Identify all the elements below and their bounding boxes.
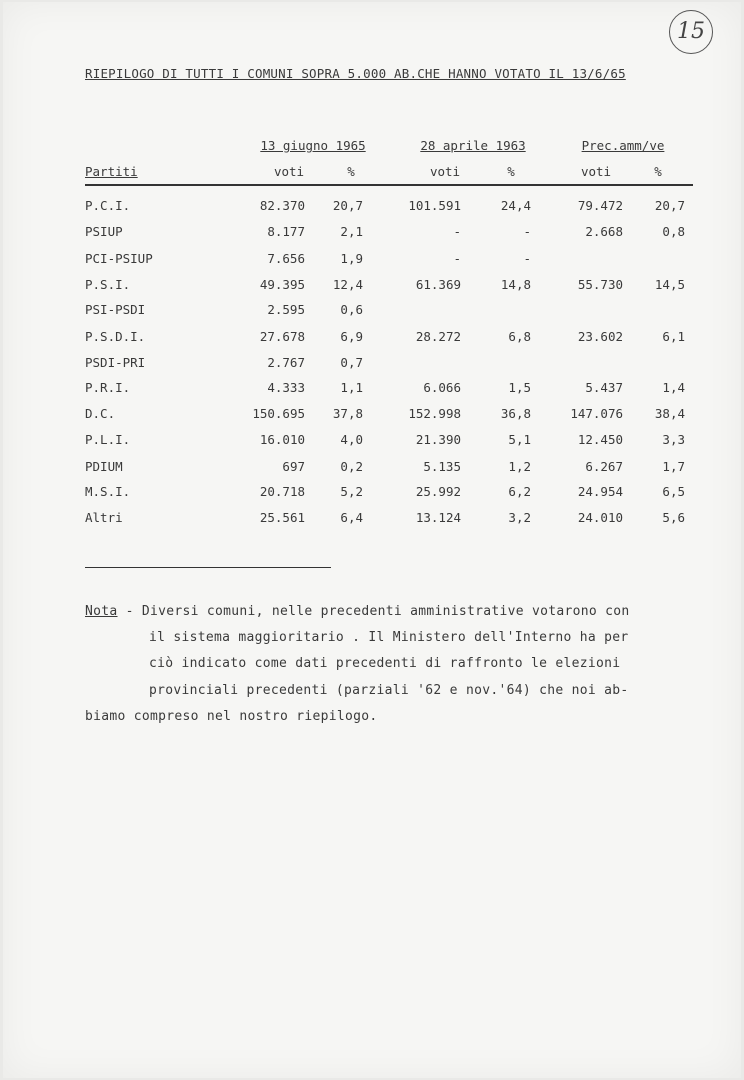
votes-1965: 7.656 xyxy=(267,251,305,266)
pct-1965: 20,7 xyxy=(332,198,363,213)
party-name: PSI-PSDI xyxy=(85,302,146,317)
pct-1965: 6,4 xyxy=(340,510,363,525)
pct-1965: 0,7 xyxy=(340,355,363,370)
pct-prec: 1,7 xyxy=(662,459,685,474)
pct-prec: 3,3 xyxy=(662,432,685,447)
sub-pct-1963: % xyxy=(507,164,515,179)
pct-1965: 37,8 xyxy=(332,406,363,421)
party-name: M.S.I. xyxy=(85,484,131,499)
pct-prec: 6,1 xyxy=(662,329,685,344)
votes-1965: 2.767 xyxy=(267,355,305,370)
party-name: D.C. xyxy=(85,406,116,421)
party-name: PDIUM xyxy=(85,459,123,474)
votes-1965: 27.678 xyxy=(259,329,305,344)
votes-prec: 55.730 xyxy=(577,277,623,292)
votes-1965: 150.695 xyxy=(252,406,305,421)
page-number: 15 xyxy=(669,10,713,54)
note-line-4: provinciali precedenti (parziali '62 e nov.'64) che noi ab- xyxy=(149,683,629,698)
votes-1963: 101.591 xyxy=(408,198,461,213)
votes-1963: 25.992 xyxy=(415,484,461,499)
party-name: PSDI-PRI xyxy=(85,355,146,370)
votes-prec: 79.472 xyxy=(577,198,623,213)
pct-1963: - xyxy=(523,251,531,266)
header-rule xyxy=(85,184,693,186)
votes-prec: 23.602 xyxy=(577,329,623,344)
party-name: P.R.I. xyxy=(85,380,131,395)
party-name: P.C.I. xyxy=(85,198,131,213)
sub-voti-1965: voti xyxy=(273,164,305,179)
group-header-prec: Prec.amm/ve xyxy=(581,138,665,153)
pct-prec: 6,5 xyxy=(662,484,685,499)
sub-voti-1963: voti xyxy=(429,164,461,179)
votes-1965: 49.395 xyxy=(259,277,305,292)
pct-1965: 0,2 xyxy=(340,459,363,474)
sub-pct-prec: % xyxy=(654,164,662,179)
votes-prec: 12.450 xyxy=(577,432,623,447)
note-line-5: biamo compreso nel nostro riepilogo. xyxy=(85,709,378,724)
pct-1963: 14,8 xyxy=(500,277,531,292)
party-name: PSIUP xyxy=(85,224,123,239)
votes-prec: 24.954 xyxy=(577,484,623,499)
party-name: PCI-PSIUP xyxy=(85,251,153,266)
votes-prec: 147.076 xyxy=(570,406,623,421)
party-name: P.L.I. xyxy=(85,432,131,447)
note-line-1: Nota - Diversi comuni, nelle precedenti amministrative votarono con xyxy=(85,604,630,619)
votes-1963: 28.272 xyxy=(415,329,461,344)
header-partiti: Partiti xyxy=(85,164,138,179)
votes-prec: 24.010 xyxy=(577,510,623,525)
votes-1963: 5.135 xyxy=(423,459,461,474)
votes-1963: 21.390 xyxy=(415,432,461,447)
group-header-1963: 28 aprile 1963 xyxy=(420,138,526,153)
sub-pct-1965: % xyxy=(347,164,355,179)
footnote-rule xyxy=(85,567,331,568)
pct-1965: 4,0 xyxy=(340,432,363,447)
pct-prec: 0,8 xyxy=(662,224,685,239)
votes-1965: 82.370 xyxy=(259,198,305,213)
votes-1965: 4.333 xyxy=(267,380,305,395)
note-line-3: ciò indicato come dati precedenti di raffronto le elezioni xyxy=(149,656,621,671)
pct-1965: 0,6 xyxy=(340,302,363,317)
pct-1965: 2,1 xyxy=(340,224,363,239)
pct-1963: 1,5 xyxy=(508,380,531,395)
pct-1963: 3,2 xyxy=(508,510,531,525)
pct-1963: 5,1 xyxy=(508,432,531,447)
votes-1965: 20.718 xyxy=(259,484,305,499)
page-title: RIEPILOGO DI TUTTI I COMUNI SOPRA 5.000 AB.CHE HANNO VOTATO IL 13/6/65 xyxy=(85,66,626,81)
votes-1965: 697 xyxy=(282,459,305,474)
group-header-1965: 13 giugno 1965 xyxy=(260,138,366,153)
pct-1963: 24,4 xyxy=(500,198,531,213)
pct-prec: 5,6 xyxy=(662,510,685,525)
party-name: P.S.D.I. xyxy=(85,329,146,344)
votes-1965: 16.010 xyxy=(259,432,305,447)
pct-prec: 38,4 xyxy=(654,406,685,421)
pct-1965: 1,9 xyxy=(340,251,363,266)
pct-1963: 6,8 xyxy=(508,329,531,344)
votes-1965: 8.177 xyxy=(267,224,305,239)
note-label: Nota xyxy=(85,604,118,619)
pct-1963: 6,2 xyxy=(508,484,531,499)
pct-1965: 12,4 xyxy=(332,277,363,292)
party-name: Altri xyxy=(85,510,123,525)
votes-prec: 6.267 xyxy=(585,459,623,474)
pct-1965: 6,9 xyxy=(340,329,363,344)
votes-1963: 13.124 xyxy=(415,510,461,525)
votes-1963: 6.066 xyxy=(423,380,461,395)
party-name: P.S.I. xyxy=(85,277,131,292)
sub-voti-prec: voti xyxy=(580,164,612,179)
votes-1963: 61.369 xyxy=(415,277,461,292)
votes-prec: 2.668 xyxy=(585,224,623,239)
pct-1965: 5,2 xyxy=(340,484,363,499)
pct-prec: 1,4 xyxy=(662,380,685,395)
votes-1965: 2.595 xyxy=(267,302,305,317)
pct-1963: 1,2 xyxy=(508,459,531,474)
votes-1963: 152.998 xyxy=(408,406,461,421)
pct-1963: - xyxy=(523,224,531,239)
document-page xyxy=(3,2,741,1078)
votes-1963: - xyxy=(453,224,461,239)
pct-prec: 14,5 xyxy=(654,277,685,292)
votes-1965: 25.561 xyxy=(259,510,305,525)
pct-1965: 1,1 xyxy=(340,380,363,395)
note-line-2: il sistema maggioritario . Il Ministero dell'Interno ha per xyxy=(149,630,629,645)
votes-1963: - xyxy=(453,251,461,266)
pct-1963: 36,8 xyxy=(500,406,531,421)
pct-prec: 20,7 xyxy=(654,198,685,213)
votes-prec: 5.437 xyxy=(585,380,623,395)
